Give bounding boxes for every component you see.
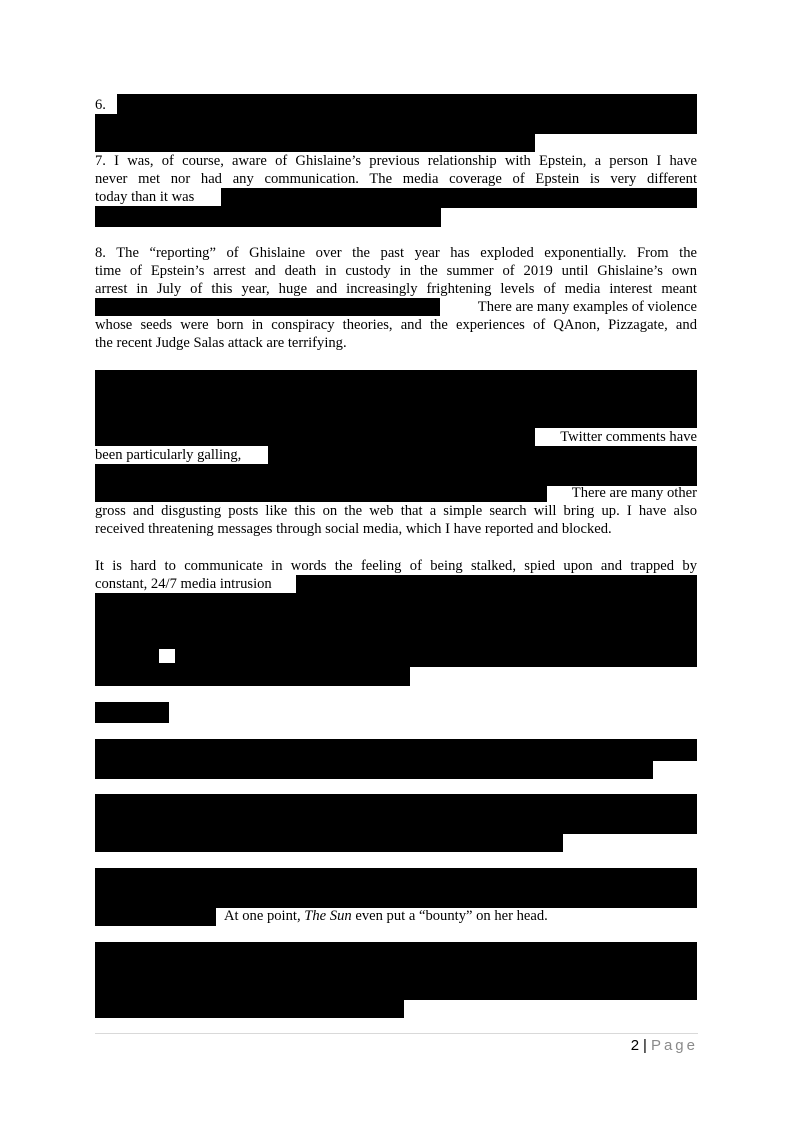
redaction-block <box>95 832 563 852</box>
para9-line: Twitter comments have <box>560 429 697 445</box>
redaction-block <box>268 446 697 466</box>
para9-line: been particularly galling, <box>95 447 242 463</box>
redaction-block <box>95 702 169 723</box>
redaction-block <box>95 739 697 761</box>
page-number: 2 <box>630 1037 640 1054</box>
para7-line: today than it was <box>95 189 195 205</box>
para8-line: arrest in July of this year, huge and increasingly frightening levels of media interest meant <box>95 281 697 297</box>
sun-prefix: At one point, <box>224 908 305 924</box>
para9-line: There are many other <box>571 485 697 501</box>
footer-separator: | <box>643 1037 647 1054</box>
para8-line: There are many examples of violence <box>477 299 697 315</box>
para10-line: constant, 24/7 media intrusion <box>95 576 272 592</box>
para8-line: whose seeds were born in conspiracy theories, and the experiences of QAnon, Pizzagate, and <box>95 317 697 333</box>
redaction-block <box>95 868 697 908</box>
redaction-block <box>95 298 440 316</box>
redaction-block <box>95 114 535 152</box>
redaction-block <box>95 759 653 779</box>
para6-number: 6. <box>95 97 106 113</box>
redaction-block <box>95 464 697 486</box>
redaction-block <box>95 484 547 502</box>
redaction-block <box>95 665 410 686</box>
redaction-block <box>95 942 697 1000</box>
para8-line: time of Epstein’s arrest and death in custody in the summer of 2019 until Ghislaine’s own <box>95 263 697 279</box>
para8-line: 8. The “reporting” of Ghislaine over the past year has exploded exponentially. From the <box>95 245 697 261</box>
para7-line: 7. I was, of course, aware of Ghislaine’s previous relationship with Epstein, a person I have <box>95 153 697 169</box>
redaction-block <box>221 188 697 208</box>
redaction-block <box>95 906 216 926</box>
para8-line: the recent Judge Salas attack are terrifying. <box>95 335 347 351</box>
redaction-gap <box>159 649 175 663</box>
para10-line: It is hard to communicate in words the feeling of being stalked, spied upon and trapped by <box>95 558 697 574</box>
sun-bounty-line <box>224 907 697 925</box>
footer-rule <box>95 1033 698 1034</box>
sun-italic: The Sun <box>304 908 352 924</box>
page-footer <box>631 1037 698 1054</box>
redaction-block <box>95 998 404 1018</box>
redaction-block <box>95 593 697 667</box>
para7-line: never met nor had any communication. The media coverage of Epstein is very different <box>95 171 697 187</box>
redaction-block <box>95 426 535 446</box>
para9-line: received threatening messages through social media, which I have reported and blocked. <box>95 521 612 537</box>
redaction-block <box>95 794 697 834</box>
redaction-block <box>296 575 697 595</box>
page-label: Page <box>650 1037 698 1054</box>
redaction-block <box>95 370 697 428</box>
sun-suffix: even put a “bounty” on her head. <box>351 908 548 924</box>
redaction-block <box>95 206 441 227</box>
para9-line: gross and disgusting posts like this on the web that a simple search will bring up. I have also <box>95 503 697 519</box>
